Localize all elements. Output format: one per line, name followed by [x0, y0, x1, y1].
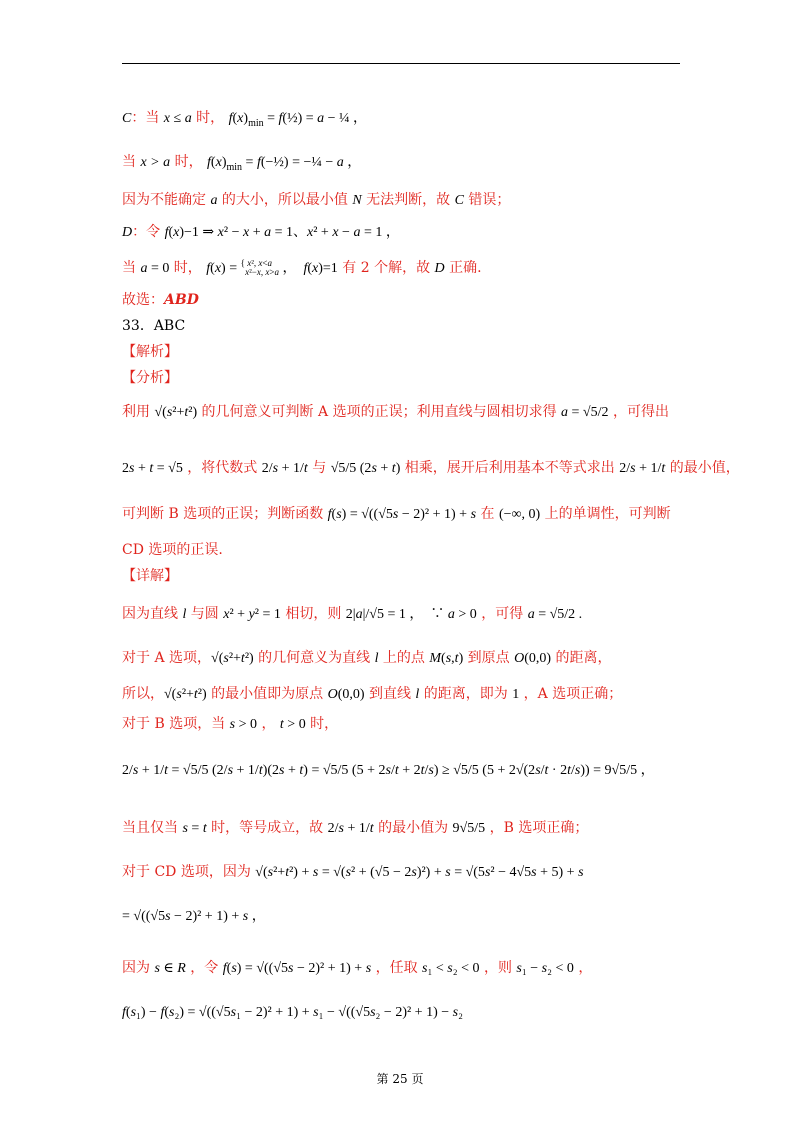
line-answer-32: 故选：ABD: [122, 292, 199, 308]
line-analysis-3: 可判断 B 选项的正误；判断函数 f(s) = √((√5s − 2)² + 1) + s 在 (−∞, 0) 上的单调性，可判断: [122, 506, 671, 522]
label-fenxi: 【分析】: [122, 370, 178, 386]
line-detail-cd: 对于 CD 选项，因为 √(s²+t²) + s = √(s² + (√5 − 2s)²) + s = √(5s² − 4√5s + 5) + s: [122, 864, 584, 880]
line-detail-cd3: 因为 s ∈ R ，令 f(s) = √((√5s − 2)² + 1) + s ，任取 s₁ < s₂ < 0 ，则 s₁ − s₂ < 0 ，: [122, 960, 593, 976]
line-c-case1: C：当 x ≤ a 时， $f(x)_{min}$ = f(½) = a − ¼ ，: [122, 110, 368, 129]
line-detail-cd4: f(s₁) − f(s₂) = √((√5s₁ − 2)² + 1) + s₁ − √((√5s₂ − 2)² + 1) − s₂: [122, 1005, 463, 1020]
line-detail-1: 因为直线 l 与圆 x² + y² = 1 相切，则 2|a|/√5 = 1 ， ∵ a > 0 ，可得 a = √5/2 .: [122, 606, 583, 622]
label-jiexi: 【解析】: [122, 344, 178, 360]
answer-32: ABD: [164, 292, 199, 308]
line-detail-b-formula: 2/s + 1/t = √5/5 (2/s + 1/t)(2s + t) = √5/5 (5 + 2s/t + 2t/s) ≥ √5/5 (5 + 2√(2s/t · 2t/s)) = 9√5/5 ，: [122, 763, 655, 778]
line-detail-cd2: = √((√5s − 2)² + 1) + s ，: [122, 909, 266, 924]
line-detail-a2: 所以，√(s²+t²) 的最小值即为原点 O(0,0) 到直线 l 的距离，即为 1 ，A 选项正确；: [122, 686, 623, 702]
line-analysis-4: CD 选项的正误.: [122, 542, 223, 558]
line-detail-b-equality: 当且仅当 s = t 时，等号成立，故 2/s + 1/t 的最小值为 9√5/5 ，B 选项正确；: [122, 820, 589, 836]
header-rule: [122, 63, 680, 64]
page-footer: 第 25 页: [376, 1072, 424, 1086]
line-analysis-2: 2s + t = √5 ，将代数式 2/s + 1/t 与 √5/5 (2s + t) 相乘，展开后利用基本不等式求出 2/s + 1/t 的最小值，: [122, 460, 740, 476]
formula-fmin-case1: f: [228, 111, 233, 126]
label-c: C: [122, 111, 132, 126]
line-detail-b: 对于 B 选项，当 s > 0 ， t > 0 时，: [122, 716, 339, 732]
line-d-a0: 当 a = 0 时， f(x) = { x², x<a x²−x, x>a ， f(x)=1 有 2 个解，故 D 正确.: [122, 258, 482, 277]
text-when-x-le-a: 当: [145, 110, 164, 126]
label-xiangjie: 【详解】: [122, 568, 178, 584]
line-detail-a: 对于 A 选项，√(s²+t²) 的几何意义为直线 l 上的点 M(s,t) 到原点 O(0,0) 的距离，: [122, 650, 612, 666]
line-d-case: D：令 f(x)−1 ⇒ x² − x + a = 1、x² + x − a = 1 ，: [122, 224, 400, 240]
line-analysis-1: 利用 √(s²+t²) 的几何意义可判断 A 选项的正误；利用直线与圆相切求得 a = √5/2 ，可得出: [122, 404, 669, 420]
line-c-case2: 当 x > a 时， $f(x)_{min}$ = f(−½) = −¼ − a ，: [122, 154, 362, 173]
line-c-conclusion: 因为不能确定 a 的大小，所以最小值 N 无法判断，故 C 错误；: [122, 192, 511, 208]
line-q33: 33．ABC: [122, 318, 186, 334]
